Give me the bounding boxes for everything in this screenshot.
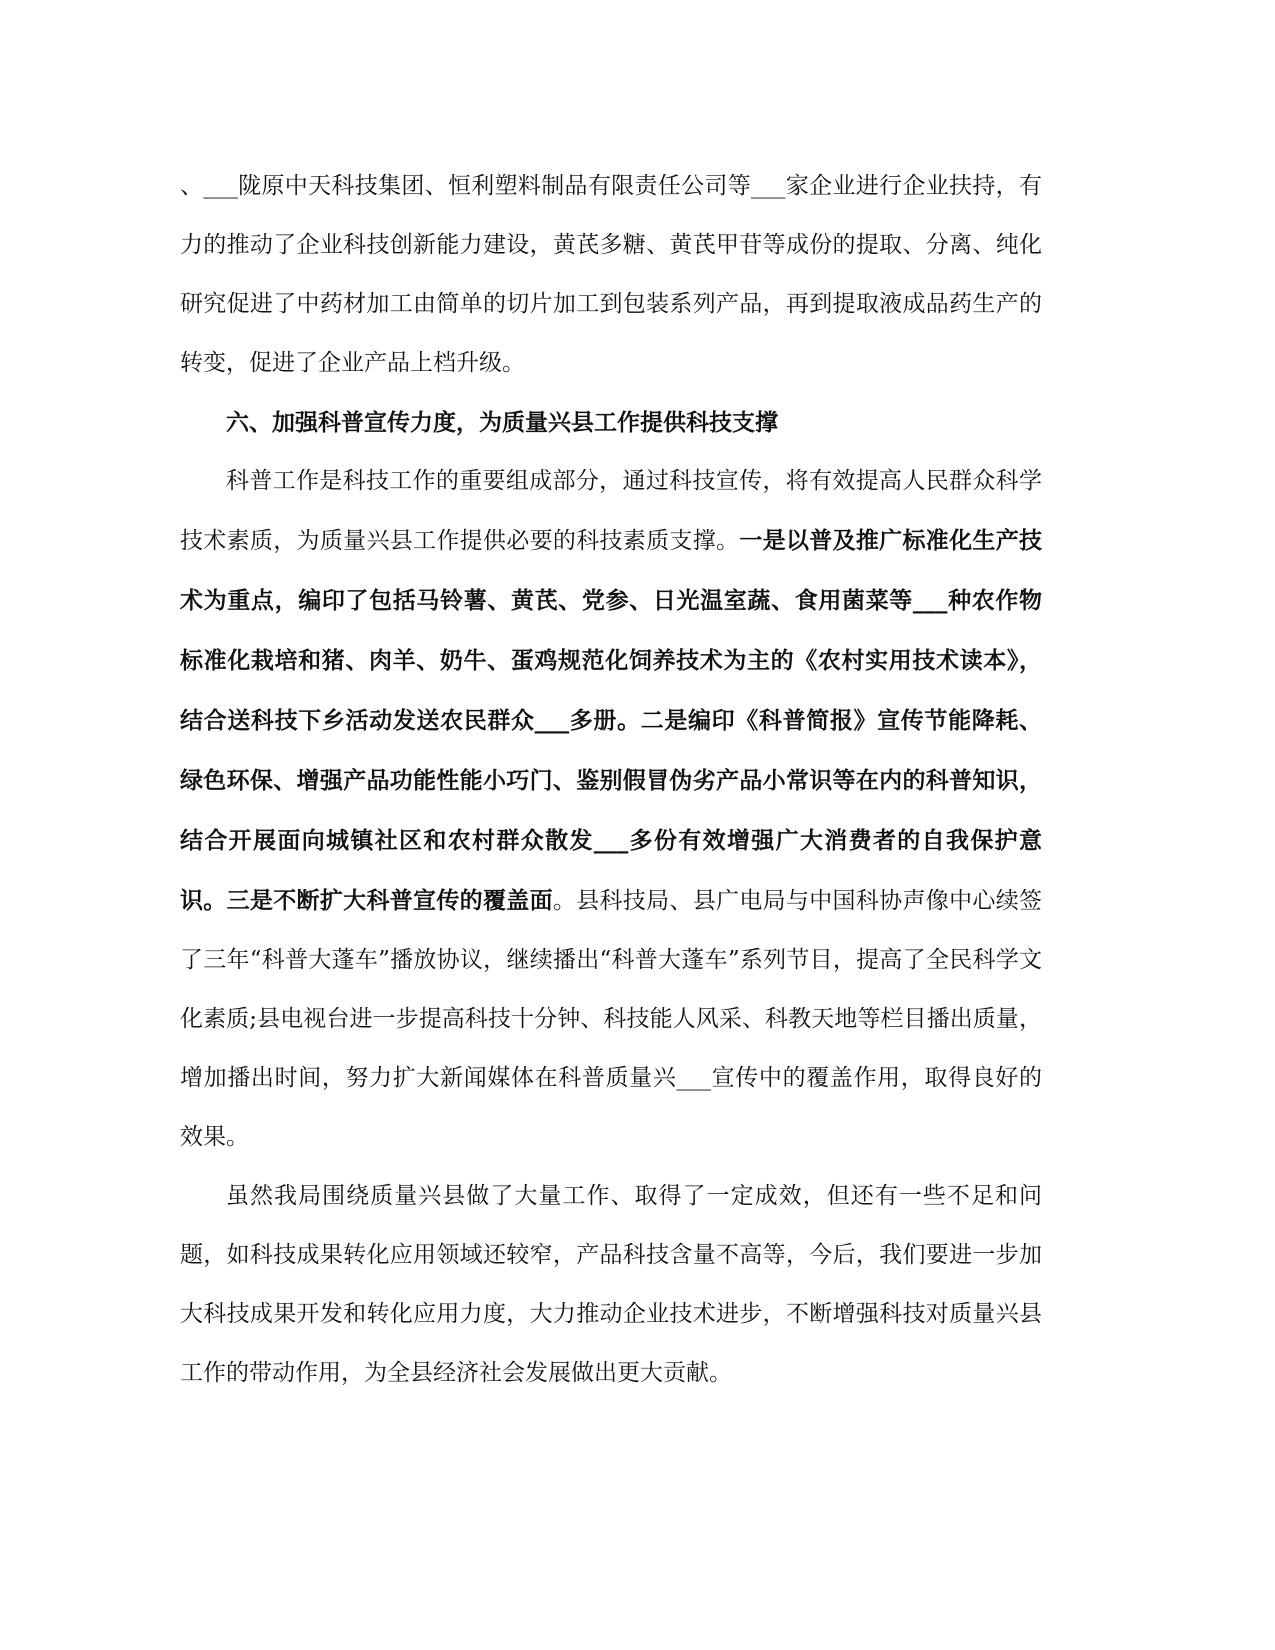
paragraph-science-popularization xyxy=(180,452,1042,1167)
paragraph-intro-text: 科普工作是科技工作的重要组成部分，通过科技宣传，将有效提高人民群众科学技术素质，为质量兴县工作提供必要的科技素质支撑。 xyxy=(180,468,1042,554)
paragraph-enterprise-support: 、___陇原中天科技集团、恒利塑料制品有限责任公司等___家企业进行企业扶持，有力的推动了企业科技创新能力建设，黄芪多糖、黄芪甲苷等成份的提取、分离、纯化研究促进了中药材加工由简单的切片加工到包装系列产品，再到提取液成品药生产的转变，促进了企业产品上档升级。 xyxy=(180,173,1042,376)
paragraph-rest-text: 。县科技局、县广电局与中国科协声像中心续签了三年“科普大蓬车”播放协议，继续播出“科普大蓬车”系列节目，提高了全民科学文化素质;县电视台进一步提高科技十分钟、科技能人风采、科教天地等栏目播出质量，增加播出时间，努力扩大新闻媒体在科普质量兴___宣传中的覆盖作用，取得良好的效果。 xyxy=(180,888,1043,1150)
document-page xyxy=(180,157,1042,1403)
section-heading-six: 六、加强科普宣传力度，为质量兴县工作提供科技支撑 xyxy=(226,409,778,436)
paragraph-conclusion: 虽然我局围绕质量兴县做了大量工作、取得了一定成效，但还有一些不足和问题，如科技成果转化应用领域还较窄，产品科技含量不高等，今后，我们要进一步加大科技成果开发和转化应用力度，大力推动企业技术进步，不断增强科技对质量兴县工作的带动作用，为全县经济社会发展做出更大贡献。 xyxy=(180,1183,1042,1386)
paragraph-bold-text: 一是以普及推广标准化生产技术为重点，编印了包括马铃薯、黄芪、党参、日光温室蔬、食用菌菜等___种农作物标准化栽培和猪、肉羊、奶牛、蛋鸡规范化饲养技术为主的《农村实用技术读本》，结合送科技下乡活动发送农民群众___多册。二是编印《科普简报》宣传节能降耗、绿色环保、增强产品功能性能小巧门、鉴别假冒伪劣产品小常识等在内的科普知识，结合开展面向城镇社区和农村群众散发___多份有效增强广大消费者的自我保护意识。三是不断扩大科普宣传的覆盖面 xyxy=(180,527,1043,914)
